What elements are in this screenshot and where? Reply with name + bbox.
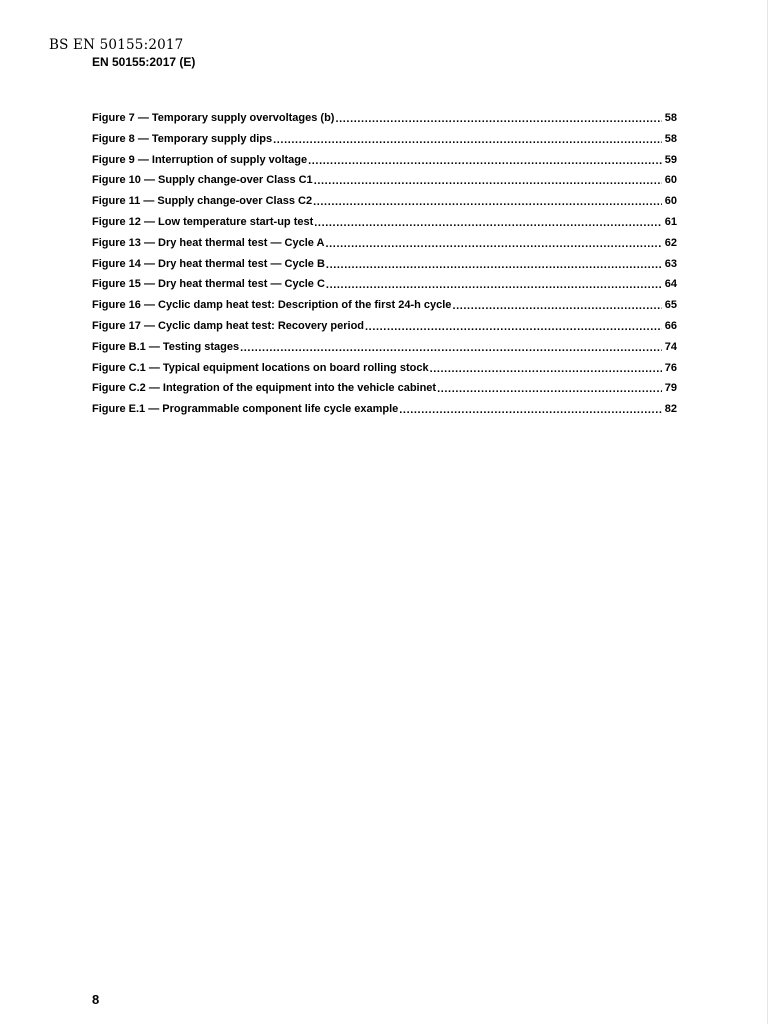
- toc-entry-title: Figure 13 — Dry heat thermal test — Cycle A: [92, 236, 325, 249]
- toc-entry-page: 61: [664, 215, 677, 228]
- toc-dot-leader: [430, 362, 662, 374]
- toc-entry[interactable]: [92, 402, 677, 423]
- toc-entry-page: 59: [664, 153, 677, 166]
- toc-entry-title: Figure E.1 — Programmable component life cycle example: [92, 403, 399, 416]
- toc-dot-leader: [314, 174, 662, 186]
- toc-entry-title: Figure 15 — Dry heat thermal test — Cycle C: [92, 278, 325, 291]
- toc-entry[interactable]: [92, 194, 677, 215]
- toc-entry[interactable]: [92, 381, 677, 402]
- toc-entry[interactable]: [92, 153, 677, 174]
- toc-entry[interactable]: [92, 298, 677, 319]
- toc-entry[interactable]: [92, 236, 677, 257]
- toc-dot-leader: [273, 133, 662, 145]
- toc-entry[interactable]: [92, 215, 677, 236]
- toc-entry-title: Figure C.1 — Typical equipment locations on board rolling stock: [92, 361, 429, 374]
- toc-entry-title: Figure C.2 — Integration of the equipment into the vehicle cabinet: [92, 382, 437, 395]
- toc-entry-page: 62: [664, 236, 677, 249]
- toc-entry-title: Figure 7 — Temporary supply overvoltages (b): [92, 112, 335, 124]
- toc-entry-page: 66: [664, 319, 677, 332]
- toc-entry[interactable]: [92, 361, 677, 382]
- list-of-figures: [92, 111, 677, 423]
- toc-dot-leader: [240, 341, 662, 353]
- toc-entry[interactable]: [92, 319, 677, 340]
- toc-entry-title: Figure 10 — Supply change-over Class C1: [92, 174, 313, 187]
- toc-entry-page: 74: [664, 340, 677, 353]
- toc-dot-leader: [335, 112, 661, 124]
- toc-entry-page: 79: [664, 382, 677, 395]
- toc-entry-title: Figure B.1 — Testing stages: [92, 340, 240, 353]
- toc-entry[interactable]: [92, 277, 677, 298]
- toc-entry-title: Figure 8 — Temporary supply dips: [92, 132, 273, 145]
- toc-dot-leader: [365, 320, 662, 332]
- toc-entry-page: 76: [664, 361, 677, 374]
- toc-entry-title: Figure 16 — Cyclic damp heat test: Description of the first 24-h cycle: [92, 299, 452, 312]
- toc-entry-title: Figure 14 — Dry heat thermal test — Cycle B: [92, 257, 325, 270]
- en-standard-header: EN 50155:2017 (E): [92, 55, 196, 69]
- toc-entry[interactable]: [92, 173, 677, 194]
- toc-entry-page: 82: [664, 403, 677, 416]
- toc-dot-leader: [399, 403, 661, 415]
- toc-entry-title: Figure 17 — Cyclic damp heat test: Recovery period: [92, 319, 365, 332]
- toc-entry[interactable]: [92, 111, 677, 132]
- toc-entry-title: Figure 12 — Low temperature start-up test: [92, 215, 314, 228]
- toc-dot-leader: [326, 237, 662, 249]
- bs-standard-header: BS EN 50155:2017: [49, 37, 184, 53]
- toc-entry-title: Figure 9 — Interruption of supply voltage: [92, 153, 308, 166]
- toc-entry-page: 58: [664, 112, 677, 124]
- toc-entry[interactable]: [92, 257, 677, 278]
- page-number: 8: [92, 992, 100, 1007]
- toc-entry-page: 60: [664, 174, 677, 187]
- toc-dot-leader: [452, 299, 661, 311]
- toc-entry-page: 58: [664, 132, 677, 145]
- toc-entry-page: 63: [664, 257, 677, 270]
- toc-entry-page: 60: [664, 195, 677, 208]
- toc-dot-leader: [313, 195, 662, 207]
- toc-dot-leader: [314, 216, 661, 228]
- toc-entry-page: 65: [664, 299, 677, 312]
- toc-entry-page: 64: [664, 278, 677, 291]
- toc-entry[interactable]: [92, 340, 677, 361]
- toc-dot-leader: [326, 278, 662, 290]
- toc-dot-leader: [437, 382, 662, 394]
- toc-dot-leader: [308, 154, 662, 166]
- toc-dot-leader: [326, 258, 662, 270]
- toc-entry[interactable]: [92, 132, 677, 153]
- toc-entry-title: Figure 11 — Supply change-over Class C2: [92, 195, 313, 208]
